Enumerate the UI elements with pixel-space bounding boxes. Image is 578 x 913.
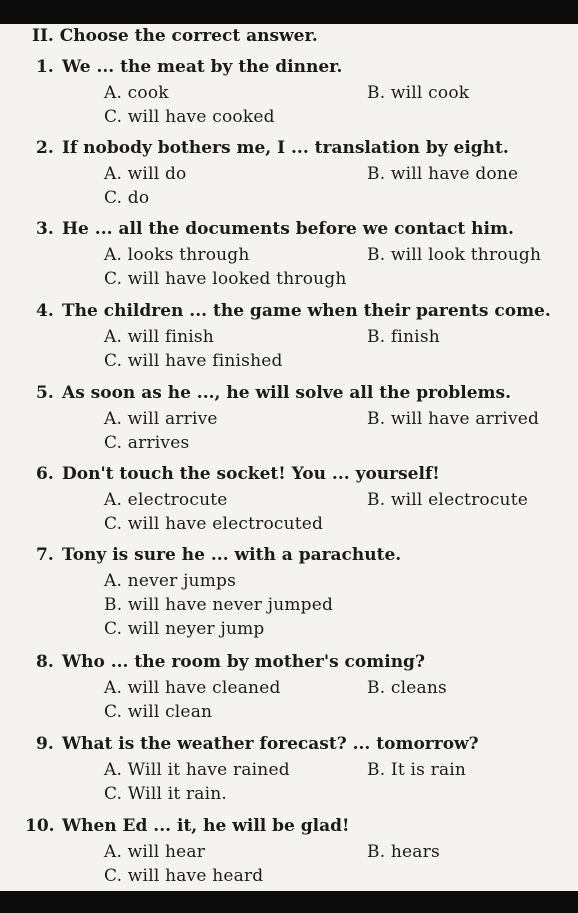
option-a: A. looks through xyxy=(104,245,250,265)
question-item xyxy=(0,816,578,896)
option-b: B. will have never jumped xyxy=(104,595,334,615)
option-a: A. Will it have rained xyxy=(104,760,290,780)
option-c: C. will have cooked xyxy=(104,107,275,127)
question-number: 5. xyxy=(36,383,54,403)
question-item xyxy=(0,545,578,649)
bottom-black-border xyxy=(0,891,578,913)
section-heading: II. Choose the correct answer. xyxy=(32,26,318,46)
option-c: C. do xyxy=(104,188,150,208)
question-text: What is the weather forecast? ... tomorrow? xyxy=(62,734,479,754)
option-a: A. will arrive xyxy=(104,409,218,429)
question-text: As soon as he ..., he will solve all the problems. xyxy=(62,383,512,403)
option-a: A. will hear xyxy=(104,842,206,862)
question-number: 9. xyxy=(36,734,54,754)
option-b: B. It is rain xyxy=(367,760,467,780)
question-number: 4. xyxy=(36,301,54,321)
option-a: A. cook xyxy=(104,83,169,103)
option-a: A. electrocute xyxy=(104,490,228,510)
option-c: C. will clean xyxy=(104,702,213,722)
option-b: B. will electrocute xyxy=(367,490,529,510)
option-b: B. cleans xyxy=(367,678,447,698)
question-item xyxy=(0,57,578,137)
option-a: A. never jumps xyxy=(104,571,237,591)
option-b: B. will look through xyxy=(367,245,542,265)
question-item xyxy=(0,652,578,732)
question-text: He ... all the documents before we contact him. xyxy=(62,219,514,239)
option-b: B. will have arrived xyxy=(367,409,540,429)
question-text: If nobody bothers me, I ... translation by eight. xyxy=(62,138,509,158)
option-c: C. will have electrocuted xyxy=(104,514,324,534)
option-b: B. hears xyxy=(367,842,440,862)
question-number: 8. xyxy=(36,652,54,672)
question-number: 10. xyxy=(25,816,55,836)
question-text: Who ... the room by mother's coming? xyxy=(62,652,425,672)
option-b: B. finish xyxy=(367,327,440,347)
question-text: Don't touch the socket! You ... yourself! xyxy=(62,464,440,484)
question-number: 1. xyxy=(36,57,54,77)
question-text: Tony is sure he ... with a parachute. xyxy=(62,545,402,565)
option-a: A. will have cleaned xyxy=(104,678,281,698)
question-item xyxy=(0,219,578,299)
option-c: C. arrives xyxy=(104,433,190,453)
question-number: 2. xyxy=(36,138,54,158)
option-a: A. will do xyxy=(104,164,187,184)
option-a: A. will finish xyxy=(104,327,214,347)
question-text: We ... the meat by the dinner. xyxy=(62,57,343,77)
question-text: The children ... the game when their parents come. xyxy=(62,301,551,321)
option-c: C. will neyer jump xyxy=(104,619,265,639)
option-c: C. will have looked through xyxy=(104,269,347,289)
question-item xyxy=(0,301,578,381)
question-item xyxy=(0,734,578,814)
question-item xyxy=(0,383,578,463)
question-number: 7. xyxy=(36,545,54,565)
worksheet-page xyxy=(0,24,578,891)
question-item xyxy=(0,138,578,218)
top-black-border xyxy=(0,0,578,24)
option-b: B. will cook xyxy=(367,83,470,103)
question-number: 6. xyxy=(36,464,54,484)
option-c: C. Will it rain. xyxy=(104,784,228,804)
option-b: B. will have done xyxy=(367,164,519,184)
question-number: 3. xyxy=(36,219,54,239)
question-text: When Ed ... it, he will be glad! xyxy=(62,816,350,836)
option-c: C. will have heard xyxy=(104,866,264,886)
option-c: C. will have finished xyxy=(104,351,283,371)
question-item xyxy=(0,464,578,544)
